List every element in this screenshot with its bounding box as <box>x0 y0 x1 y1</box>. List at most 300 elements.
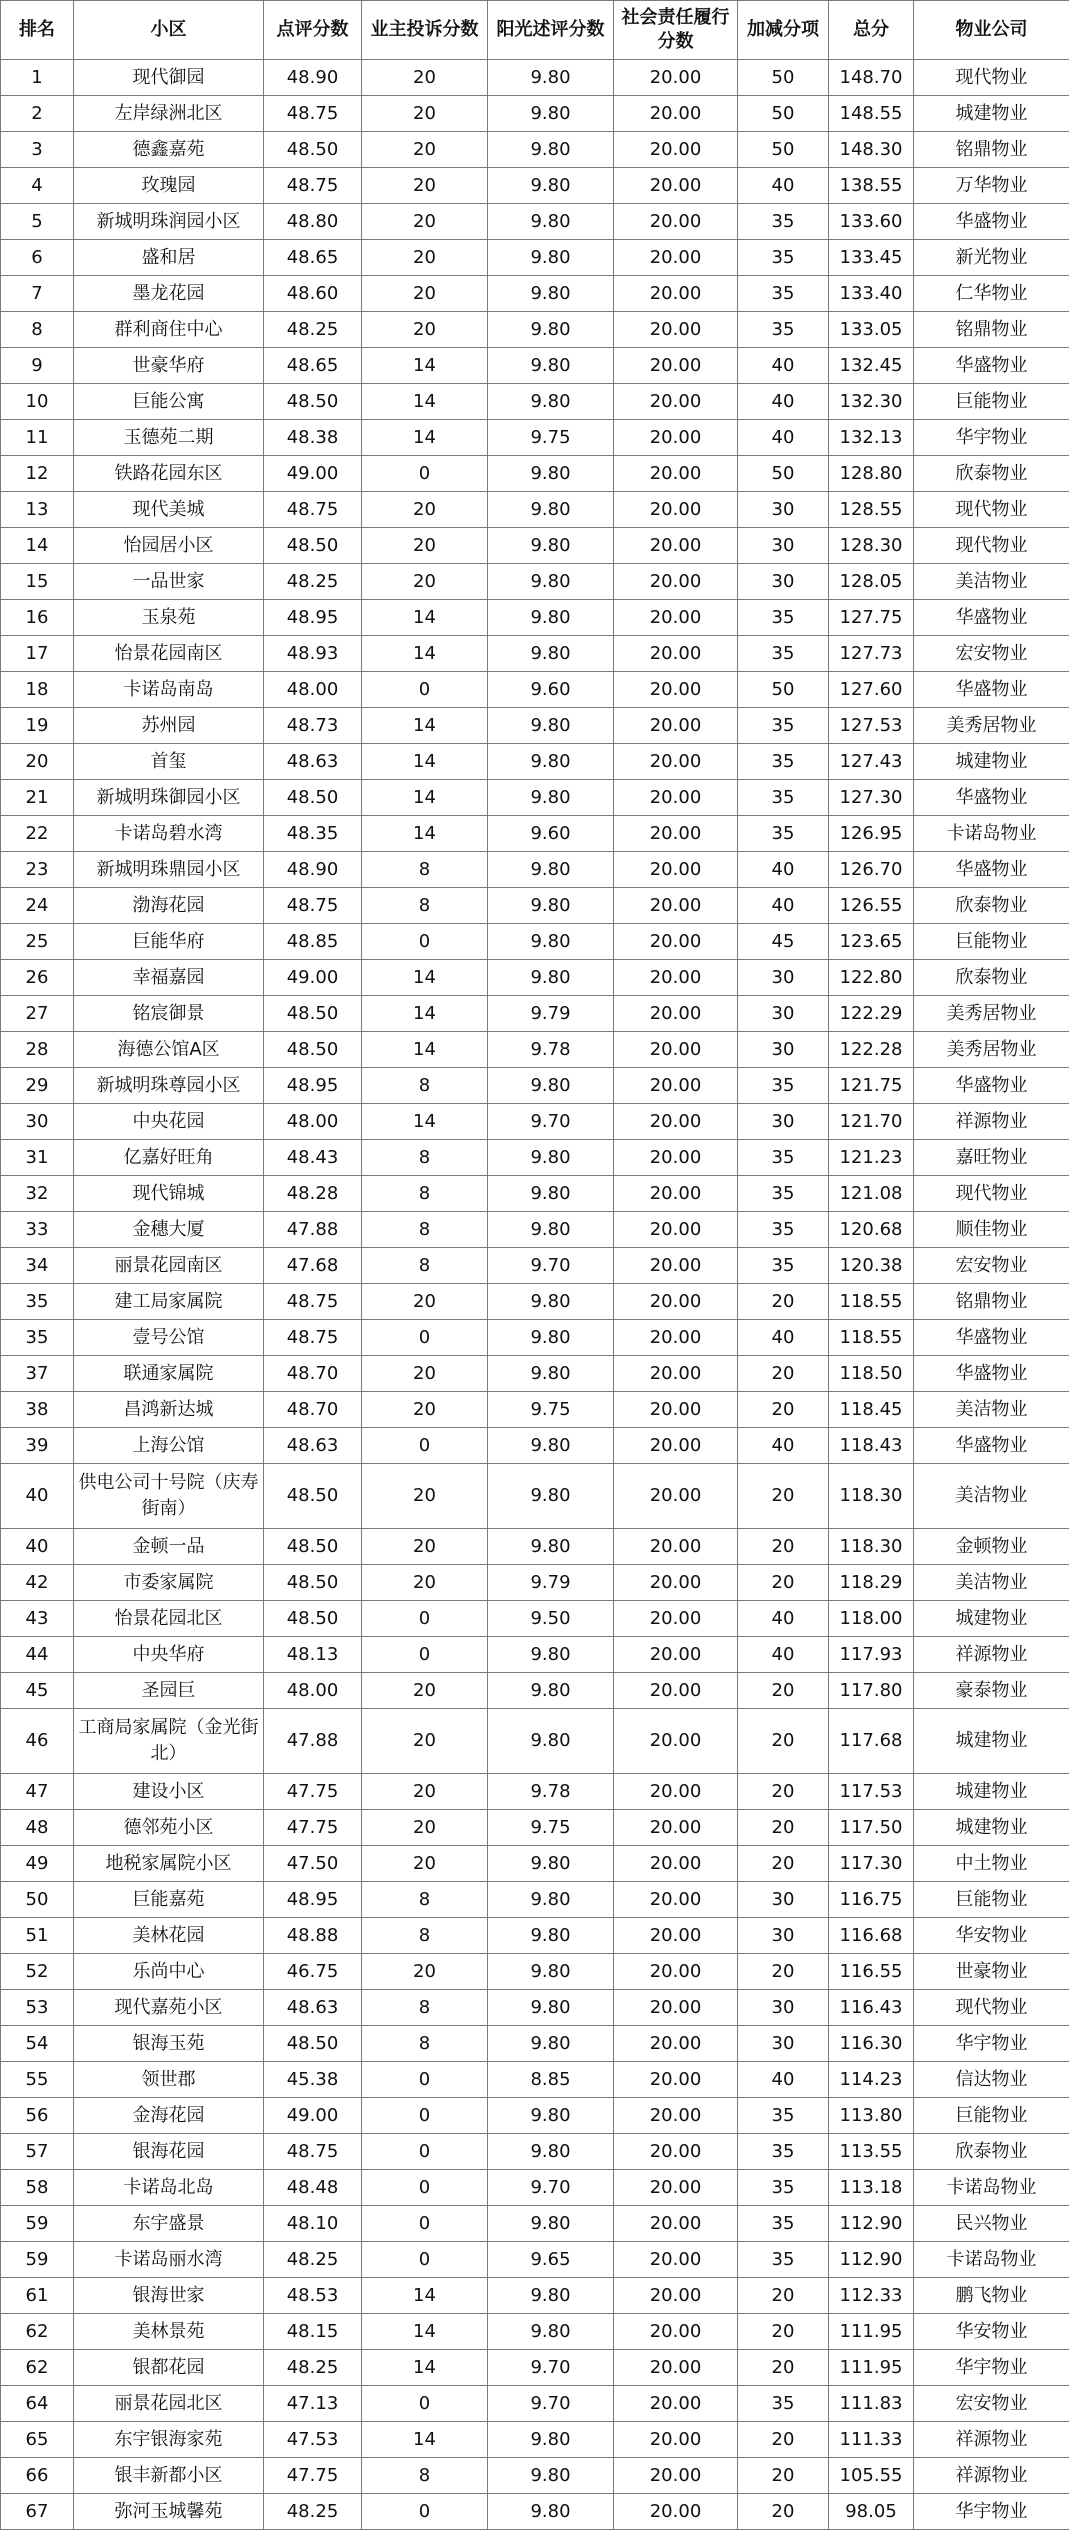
complaint-score-cell: 14 <box>362 780 488 816</box>
sunshine-score-cell: 9.80 <box>488 960 614 996</box>
community-cell: 怡园居小区 <box>74 528 264 564</box>
social-responsibility-cell: 20.00 <box>614 2098 738 2134</box>
table-row <box>1 744 1069 780</box>
sunshine-score-cell: 9.80 <box>488 888 614 924</box>
complaint-score-cell: 8 <box>362 1212 488 1248</box>
complaint-score-cell: 8 <box>362 1176 488 1212</box>
social-responsibility-cell: 20.00 <box>614 2242 738 2278</box>
bonus-points-cell: 50 <box>738 60 829 96</box>
complaint-score-cell: 0 <box>362 2206 488 2242</box>
table-row <box>1 96 1069 132</box>
property-company-cell: 铭鼎物业 <box>914 132 1069 168</box>
complaint-score-cell: 14 <box>362 2278 488 2314</box>
rank-cell: 30 <box>1 1104 74 1140</box>
sunshine-score-cell: 9.80 <box>488 564 614 600</box>
social-responsibility-cell: 20.00 <box>614 1104 738 1140</box>
col-header-community: 小区 <box>74 1 264 60</box>
property-company-cell: 祥源物业 <box>914 1104 1069 1140</box>
sunshine-score-cell: 9.80 <box>488 2314 614 2350</box>
review-score-cell: 49.00 <box>264 2098 362 2134</box>
header-row <box>1 1 1069 60</box>
bonus-points-cell: 30 <box>738 564 829 600</box>
bonus-points-cell: 35 <box>738 312 829 348</box>
community-cell: 银海花园 <box>74 2134 264 2170</box>
sunshine-score-cell: 9.80 <box>488 744 614 780</box>
rank-cell: 59 <box>1 2206 74 2242</box>
rank-cell: 51 <box>1 1918 74 1954</box>
rank-cell: 17 <box>1 636 74 672</box>
bonus-points-cell: 40 <box>738 1601 829 1637</box>
review-score-cell: 48.28 <box>264 1176 362 1212</box>
table-row <box>1 996 1069 1032</box>
social-responsibility-cell: 20.00 <box>614 1140 738 1176</box>
total-score-cell: 112.90 <box>829 2206 914 2242</box>
complaint-score-cell: 20 <box>362 1846 488 1882</box>
sunshine-score-cell: 9.80 <box>488 168 614 204</box>
review-score-cell: 48.13 <box>264 1637 362 1673</box>
social-responsibility-cell: 20.00 <box>614 528 738 564</box>
sunshine-score-cell: 9.60 <box>488 672 614 708</box>
property-company-cell: 欣泰物业 <box>914 888 1069 924</box>
sunshine-score-cell: 9.80 <box>488 1428 614 1464</box>
complaint-score-cell: 20 <box>362 132 488 168</box>
table-row <box>1 888 1069 924</box>
complaint-score-cell: 14 <box>362 1032 488 1068</box>
total-score-cell: 127.75 <box>829 600 914 636</box>
total-score-cell: 118.55 <box>829 1284 914 1320</box>
total-score-cell: 128.05 <box>829 564 914 600</box>
total-score-cell: 133.05 <box>829 312 914 348</box>
complaint-score-cell: 20 <box>362 1565 488 1601</box>
review-score-cell: 48.25 <box>264 564 362 600</box>
bonus-points-cell: 40 <box>738 1637 829 1673</box>
total-score-cell: 127.53 <box>829 708 914 744</box>
social-responsibility-cell: 20.00 <box>614 1601 738 1637</box>
total-score-cell: 116.68 <box>829 1918 914 1954</box>
total-score-cell: 113.55 <box>829 2134 914 2170</box>
review-score-cell: 48.25 <box>264 2350 362 2386</box>
bonus-points-cell: 40 <box>738 852 829 888</box>
rank-cell: 58 <box>1 2170 74 2206</box>
community-cell: 卡诺岛北岛 <box>74 2170 264 2206</box>
sunshine-score-cell: 9.79 <box>488 1565 614 1601</box>
complaint-score-cell: 14 <box>362 1104 488 1140</box>
complaint-score-cell: 20 <box>362 1284 488 1320</box>
rank-cell: 35 <box>1 1320 74 1356</box>
property-company-cell: 美秀居物业 <box>914 708 1069 744</box>
review-score-cell: 48.90 <box>264 60 362 96</box>
property-company-cell: 民兴物业 <box>914 2206 1069 2242</box>
social-responsibility-cell: 20.00 <box>614 1882 738 1918</box>
total-score-cell: 132.13 <box>829 420 914 456</box>
rank-cell: 59 <box>1 2242 74 2278</box>
property-company-cell: 巨能物业 <box>914 384 1069 420</box>
complaint-score-cell: 20 <box>362 1954 488 1990</box>
property-company-cell: 豪泰物业 <box>914 1673 1069 1709</box>
rank-cell: 25 <box>1 924 74 960</box>
bonus-points-cell: 50 <box>738 672 829 708</box>
complaint-score-cell: 8 <box>362 2458 488 2494</box>
bonus-points-cell: 40 <box>738 348 829 384</box>
total-score-cell: 118.30 <box>829 1529 914 1565</box>
rank-cell: 53 <box>1 1990 74 2026</box>
rank-cell: 28 <box>1 1032 74 1068</box>
rank-cell: 15 <box>1 564 74 600</box>
sunshine-score-cell: 9.80 <box>488 2278 614 2314</box>
property-company-cell: 欣泰物业 <box>914 456 1069 492</box>
bonus-points-cell: 20 <box>738 1709 829 1774</box>
table-row <box>1 1709 1069 1774</box>
review-score-cell: 48.65 <box>264 240 362 276</box>
sunshine-score-cell: 9.80 <box>488 528 614 564</box>
social-responsibility-cell: 20.00 <box>614 2386 738 2422</box>
bonus-points-cell: 20 <box>738 1673 829 1709</box>
bonus-points-cell: 35 <box>738 708 829 744</box>
sunshine-score-cell: 9.50 <box>488 1601 614 1637</box>
property-company-cell: 华安物业 <box>914 2314 1069 2350</box>
table-row <box>1 1104 1069 1140</box>
total-score-cell: 111.83 <box>829 2386 914 2422</box>
sunshine-score-cell: 9.78 <box>488 1774 614 1810</box>
table-row <box>1 276 1069 312</box>
table-row <box>1 2422 1069 2458</box>
table-row <box>1 2206 1069 2242</box>
total-score-cell: 111.95 <box>829 2350 914 2386</box>
sunshine-score-cell: 9.80 <box>488 1176 614 1212</box>
total-score-cell: 118.55 <box>829 1320 914 1356</box>
review-score-cell: 47.75 <box>264 1810 362 1846</box>
community-cell: 盛和居 <box>74 240 264 276</box>
property-company-cell: 华宇物业 <box>914 2026 1069 2062</box>
table-row <box>1 2170 1069 2206</box>
sunshine-score-cell: 9.80 <box>488 924 614 960</box>
community-cell: 银都花园 <box>74 2350 264 2386</box>
bonus-points-cell: 20 <box>738 1774 829 1810</box>
community-cell: 卡诺岛碧水湾 <box>74 816 264 852</box>
bonus-points-cell: 35 <box>738 636 829 672</box>
table-row <box>1 2458 1069 2494</box>
bonus-points-cell: 20 <box>738 2422 829 2458</box>
complaint-score-cell: 20 <box>362 276 488 312</box>
complaint-score-cell: 20 <box>362 312 488 348</box>
social-responsibility-cell: 20.00 <box>614 816 738 852</box>
bonus-points-cell: 35 <box>738 276 829 312</box>
bonus-points-cell: 20 <box>738 2314 829 2350</box>
rank-cell: 35 <box>1 1284 74 1320</box>
community-cell: 渤海花园 <box>74 888 264 924</box>
complaint-score-cell: 8 <box>362 1882 488 1918</box>
community-cell: 新城明珠御园小区 <box>74 780 264 816</box>
rank-cell: 64 <box>1 2386 74 2422</box>
complaint-score-cell: 20 <box>362 528 488 564</box>
property-company-cell: 宏安物业 <box>914 2386 1069 2422</box>
review-score-cell: 48.63 <box>264 1990 362 2026</box>
review-score-cell: 48.50 <box>264 1529 362 1565</box>
review-score-cell: 48.50 <box>264 1032 362 1068</box>
community-cell: 金顿一品 <box>74 1529 264 1565</box>
complaint-score-cell: 14 <box>362 348 488 384</box>
community-cell: 新城明珠尊园小区 <box>74 1068 264 1104</box>
community-cell: 玉德苑二期 <box>74 420 264 456</box>
total-score-cell: 122.28 <box>829 1032 914 1068</box>
social-responsibility-cell: 20.00 <box>614 1637 738 1673</box>
bonus-points-cell: 45 <box>738 924 829 960</box>
complaint-score-cell: 0 <box>362 456 488 492</box>
rank-cell: 21 <box>1 780 74 816</box>
sunshine-score-cell: 9.70 <box>488 2350 614 2386</box>
table-row <box>1 528 1069 564</box>
total-score-cell: 112.33 <box>829 2278 914 2314</box>
table-row <box>1 780 1069 816</box>
table-row <box>1 852 1069 888</box>
social-responsibility-cell: 20.00 <box>614 672 738 708</box>
review-score-cell: 48.50 <box>264 780 362 816</box>
bonus-points-cell: 20 <box>738 1846 829 1882</box>
social-responsibility-cell: 20.00 <box>614 1464 738 1529</box>
social-responsibility-cell: 20.00 <box>614 636 738 672</box>
sunshine-score-cell: 9.80 <box>488 2134 614 2170</box>
community-cell: 幸福嘉园 <box>74 960 264 996</box>
table-row <box>1 2134 1069 2170</box>
sunshine-score-cell: 9.80 <box>488 1882 614 1918</box>
social-responsibility-cell: 20.00 <box>614 2458 738 2494</box>
total-score-cell: 118.45 <box>829 1392 914 1428</box>
review-score-cell: 48.95 <box>264 600 362 636</box>
bonus-points-cell: 40 <box>738 1428 829 1464</box>
bonus-points-cell: 40 <box>738 888 829 924</box>
table-row <box>1 240 1069 276</box>
total-score-cell: 133.40 <box>829 276 914 312</box>
table-row <box>1 1032 1069 1068</box>
table-row <box>1 132 1069 168</box>
total-score-cell: 132.45 <box>829 348 914 384</box>
community-cell: 昌鸿新达城 <box>74 1392 264 1428</box>
rank-cell: 23 <box>1 852 74 888</box>
community-cell: 卡诺岛南岛 <box>74 672 264 708</box>
col-header-social-responsibility-score: 社会责任履行分数 <box>614 1 738 60</box>
table-row <box>1 204 1069 240</box>
community-cell: 联通家属院 <box>74 1356 264 1392</box>
review-score-cell: 47.88 <box>264 1709 362 1774</box>
bonus-points-cell: 40 <box>738 1320 829 1356</box>
col-header-rank: 排名 <box>1 1 74 60</box>
bonus-points-cell: 30 <box>738 2026 829 2062</box>
rank-cell: 54 <box>1 2026 74 2062</box>
complaint-score-cell: 8 <box>362 1990 488 2026</box>
property-company-cell: 铭鼎物业 <box>914 312 1069 348</box>
total-score-cell: 132.30 <box>829 384 914 420</box>
bonus-points-cell: 35 <box>738 2242 829 2278</box>
bonus-points-cell: 30 <box>738 492 829 528</box>
review-score-cell: 48.75 <box>264 492 362 528</box>
social-responsibility-cell: 20.00 <box>614 996 738 1032</box>
community-cell: 丽景花园北区 <box>74 2386 264 2422</box>
bonus-points-cell: 35 <box>738 1068 829 1104</box>
community-cell: 卡诺岛丽水湾 <box>74 2242 264 2278</box>
social-responsibility-cell: 20.00 <box>614 96 738 132</box>
review-score-cell: 49.00 <box>264 456 362 492</box>
property-company-cell: 祥源物业 <box>914 2422 1069 2458</box>
review-score-cell: 48.80 <box>264 204 362 240</box>
bonus-points-cell: 50 <box>738 96 829 132</box>
rank-cell: 61 <box>1 2278 74 2314</box>
complaint-score-cell: 8 <box>362 852 488 888</box>
table-row <box>1 2350 1069 2386</box>
table-row <box>1 1176 1069 1212</box>
bonus-points-cell: 35 <box>738 744 829 780</box>
review-score-cell: 48.00 <box>264 672 362 708</box>
social-responsibility-cell: 20.00 <box>614 1284 738 1320</box>
social-responsibility-cell: 20.00 <box>614 744 738 780</box>
complaint-score-cell: 0 <box>362 1428 488 1464</box>
review-score-cell: 48.10 <box>264 2206 362 2242</box>
community-cell: 银海玉苑 <box>74 2026 264 2062</box>
rank-cell: 42 <box>1 1565 74 1601</box>
total-score-cell: 117.50 <box>829 1810 914 1846</box>
sunshine-score-cell: 9.80 <box>488 1846 614 1882</box>
complaint-score-cell: 20 <box>362 492 488 528</box>
review-score-cell: 48.95 <box>264 1068 362 1104</box>
sunshine-score-cell: 9.70 <box>488 2170 614 2206</box>
property-company-cell: 城建物业 <box>914 96 1069 132</box>
community-cell: 圣园巨 <box>74 1673 264 1709</box>
table-row <box>1 600 1069 636</box>
social-responsibility-cell: 20.00 <box>614 1176 738 1212</box>
rank-cell: 32 <box>1 1176 74 1212</box>
community-cell: 现代嘉苑小区 <box>74 1990 264 2026</box>
social-responsibility-cell: 20.00 <box>614 456 738 492</box>
community-cell: 东宇盛景 <box>74 2206 264 2242</box>
community-cell: 怡景花园北区 <box>74 1601 264 1637</box>
total-score-cell: 121.23 <box>829 1140 914 1176</box>
bonus-points-cell: 35 <box>738 1212 829 1248</box>
rank-cell: 57 <box>1 2134 74 2170</box>
review-score-cell: 48.25 <box>264 2494 362 2530</box>
complaint-score-cell: 14 <box>362 420 488 456</box>
rank-cell: 43 <box>1 1601 74 1637</box>
total-score-cell: 127.43 <box>829 744 914 780</box>
property-company-cell: 美秀居物业 <box>914 996 1069 1032</box>
property-company-cell: 城建物业 <box>914 744 1069 780</box>
community-cell: 玫瑰园 <box>74 168 264 204</box>
social-responsibility-cell: 20.00 <box>614 1846 738 1882</box>
community-cell: 领世郡 <box>74 2062 264 2098</box>
total-score-cell: 117.68 <box>829 1709 914 1774</box>
sunshine-score-cell: 9.80 <box>488 1284 614 1320</box>
col-header-sunshine-score: 阳光述评分数 <box>488 1 614 60</box>
table-row <box>1 2494 1069 2530</box>
complaint-score-cell: 0 <box>362 2242 488 2278</box>
complaint-score-cell: 0 <box>362 1637 488 1673</box>
total-score-cell: 117.93 <box>829 1637 914 1673</box>
review-score-cell: 48.00 <box>264 1104 362 1140</box>
complaint-score-cell: 20 <box>362 1774 488 1810</box>
complaint-score-cell: 20 <box>362 60 488 96</box>
bonus-points-cell: 40 <box>738 2062 829 2098</box>
rank-cell: 9 <box>1 348 74 384</box>
social-responsibility-cell: 20.00 <box>614 1990 738 2026</box>
complaint-score-cell: 14 <box>362 816 488 852</box>
sunshine-score-cell: 9.80 <box>488 2494 614 2530</box>
review-score-cell: 48.70 <box>264 1392 362 1428</box>
bonus-points-cell: 30 <box>738 528 829 564</box>
community-cell: 新城明珠鼎园小区 <box>74 852 264 888</box>
table-row <box>1 1248 1069 1284</box>
total-score-cell: 127.30 <box>829 780 914 816</box>
review-score-cell: 47.68 <box>264 1248 362 1284</box>
social-responsibility-cell: 20.00 <box>614 600 738 636</box>
social-responsibility-cell: 20.00 <box>614 312 738 348</box>
property-company-cell: 现代物业 <box>914 492 1069 528</box>
total-score-cell: 117.53 <box>829 1774 914 1810</box>
property-company-cell: 城建物业 <box>914 1601 1069 1637</box>
review-score-cell: 47.75 <box>264 1774 362 1810</box>
social-responsibility-cell: 20.00 <box>614 2278 738 2314</box>
complaint-score-cell: 0 <box>362 2494 488 2530</box>
community-cell: 群利商住中心 <box>74 312 264 348</box>
social-responsibility-cell: 20.00 <box>614 2206 738 2242</box>
bonus-points-cell: 35 <box>738 2134 829 2170</box>
sunshine-score-cell: 9.80 <box>488 1709 614 1774</box>
review-score-cell: 48.50 <box>264 1601 362 1637</box>
total-score-cell: 133.45 <box>829 240 914 276</box>
complaint-score-cell: 14 <box>362 384 488 420</box>
sunshine-score-cell: 9.80 <box>488 240 614 276</box>
sunshine-score-cell: 9.80 <box>488 132 614 168</box>
rank-cell: 46 <box>1 1709 74 1774</box>
rank-cell: 12 <box>1 456 74 492</box>
table-row <box>1 1882 1069 1918</box>
complaint-score-cell: 14 <box>362 600 488 636</box>
sunshine-score-cell: 9.75 <box>488 420 614 456</box>
complaint-score-cell: 20 <box>362 1356 488 1392</box>
property-company-cell: 巨能物业 <box>914 1882 1069 1918</box>
review-score-cell: 48.93 <box>264 636 362 672</box>
total-score-cell: 126.55 <box>829 888 914 924</box>
property-company-cell: 华宇物业 <box>914 420 1069 456</box>
bonus-points-cell: 35 <box>738 816 829 852</box>
rank-cell: 38 <box>1 1392 74 1428</box>
bonus-points-cell: 35 <box>738 1248 829 1284</box>
property-company-cell: 新光物业 <box>914 240 1069 276</box>
review-score-cell: 48.50 <box>264 132 362 168</box>
social-responsibility-cell: 20.00 <box>614 1068 738 1104</box>
community-cell: 金海花园 <box>74 2098 264 2134</box>
property-company-cell: 嘉旺物业 <box>914 1140 1069 1176</box>
bonus-points-cell: 20 <box>738 1954 829 1990</box>
review-score-cell: 48.50 <box>264 1464 362 1529</box>
bonus-points-cell: 35 <box>738 2098 829 2134</box>
community-cell: 现代美城 <box>74 492 264 528</box>
community-cell: 金穗大厦 <box>74 1212 264 1248</box>
property-company-cell: 华安物业 <box>914 1918 1069 1954</box>
table-row <box>1 1356 1069 1392</box>
social-responsibility-cell: 20.00 <box>614 924 738 960</box>
complaint-score-cell: 14 <box>362 2350 488 2386</box>
bonus-points-cell: 20 <box>738 2494 829 2530</box>
review-score-cell: 48.88 <box>264 1918 362 1954</box>
social-responsibility-cell: 20.00 <box>614 780 738 816</box>
sunshine-score-cell: 9.80 <box>488 2422 614 2458</box>
table-row <box>1 1954 1069 1990</box>
social-responsibility-cell: 20.00 <box>614 1248 738 1284</box>
sunshine-score-cell: 9.80 <box>488 1356 614 1392</box>
complaint-score-cell: 14 <box>362 708 488 744</box>
col-header-bonus-points: 加减分项 <box>738 1 829 60</box>
table-row <box>1 816 1069 852</box>
social-responsibility-cell: 20.00 <box>614 132 738 168</box>
social-responsibility-cell: 20.00 <box>614 564 738 600</box>
